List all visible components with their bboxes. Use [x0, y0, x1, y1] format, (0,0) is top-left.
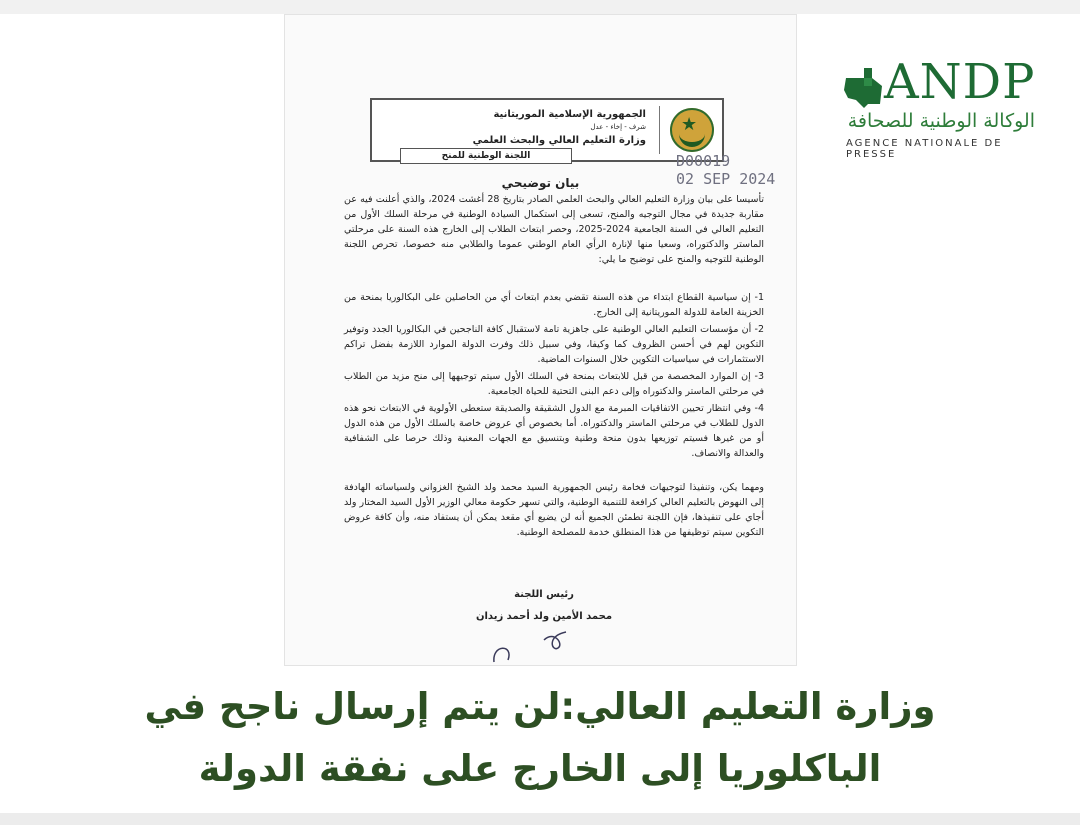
ministry-name: وزارة التعليم العالي والبحث العلمي: [472, 135, 646, 146]
document-title: بيان توضيحي: [501, 176, 580, 190]
news-headline: [90, 676, 990, 800]
bottom-strip: [0, 813, 1080, 825]
letterhead-text: [416, 108, 646, 147]
national-emblem-icon: ★: [670, 108, 714, 152]
document-sheet: [284, 14, 797, 666]
logo-french-name: AGENCE NATIONALE DE PRESSE: [846, 138, 1003, 160]
closing-paragraph: ومهما يكن، وتنفيذا لتوجيهات فخامة رئيس الجمهورية السيد محمد ولد الشيخ الغزواني ولسياساته الهادفة إلى النهوض بالتعليم العالي كرافعة للتنمية الوطنية، والتي تسهر حكومة معالي الوزير الأول السيد المختار ولد أجاي على تنفيذها، فإن اللجنة تطمئن الجميع أنه لن يضيع أي مقعد يمكن أن يستفاد منه، وأن كافة عروض التكوين سيتم توظيفها من هذا المنطلق خدمة للمصلحة الوطنية.: [344, 482, 764, 538]
top-strip: [0, 0, 1080, 14]
national-motto: شرف - إخاء - عدل: [590, 123, 646, 131]
numbered-list: [344, 290, 764, 463]
logo-arabic-name: الوكالة الوطنية للصحافة: [847, 110, 1035, 132]
stamp-date: 02 SEP 2024: [676, 170, 776, 188]
andp-logo: [840, 54, 1045, 160]
signatory-name: محمد الأمين ولد أحمد زيدان: [475, 611, 613, 622]
headline-line-2: الباكلوريا إلى الخارج على نفقة الدولة: [198, 747, 882, 790]
republic-name: الجمهورية الإسلامية الموريتانية: [493, 109, 646, 120]
signatory-title: رئيس اللجنة: [514, 589, 574, 600]
mauritania-map-icon: [842, 64, 884, 110]
intro-paragraph: تأسيسا على بيان وزارة التعليم العالي والبحث العلمي الصادر بتاريخ 28 أغشت 2024، والذي أعلنت فيه عن مقاربة جديدة في مجال التوجيه والمنح، تسعى إلى استكمال السيادة الوطنية في مرحلة السلك الأول من التعليم العالي في السنة الجامعية 2024-2025، وحصر ابتعاث الطلاب إلى الخارج هذه السنة على مرحلتي الماستر والدكتوراه، وسعيا منها لإنارة الرأي العام الوطني عموما والطلابي منه خصوصا، تحرص اللجنة الوطنية للتوجيه والمنح على توضيح ما يلي:: [344, 194, 764, 265]
list-item: 2- أن مؤسسات التعليم العالي الوطنية على جاهزية تامة لاستقبال كافة الناجحين في البكالوريا الجدد وتوفير التكوين لهم في أحسن الظروف كما وكيفا، وفي سبيل ذلك وفرت الدولة الموارد اللازمة بفضل تراكم الاستثمارات في سياسيات التكوين خلال السنوات الماضية.: [344, 324, 764, 365]
list-item: 3- إن الموارد المخصصة من قبل للابتعاث بمنحة في السلك الأول سيتم توجيهها إلى منح مزيد من الطلاب في مرحلتي الماستر والدكتوراه وإلى دعم البنى التحتية للحياة الجامعية.: [344, 371, 764, 397]
headline-line-1: وزارة التعليم العالي:لن يتم إرسال ناجح في: [144, 685, 936, 728]
list-item: 4- وفي انتظار تحيين الاتفاقيات المبرمة مع الدول الشقيقة والصديقة ستعطى الأولوية في الابتعاث نحو هذه الدول للطلاب في مرحلتي الماستر والدكتوراه. أما بخصوص أي عروض خاصة بالسلك الأول من هذه الدول أو من غيرها فسيتم توزيعها بدون منحة وطنية وبتنسيق مع الجهات المعنية وذلك حرصا على الشفافية والعدالة والانصاف.: [344, 403, 764, 459]
handwritten-signature-icon: [484, 614, 604, 666]
list-item: 1- إن سياسية القطاع ابتداء من هذه السنة تقضي بعدم ابتعاث أي من الحاصلين على البكالوريا بمنحة من الخزينة العامة للدولة الموريتانية إلى الخارج.: [344, 292, 764, 318]
stamp-number: D00019: [676, 152, 731, 170]
logo-acronym: ANDP: [884, 54, 1036, 110]
department-label: اللجنة الوطنية للمنح: [400, 148, 572, 164]
letterhead-divider: [659, 106, 660, 154]
